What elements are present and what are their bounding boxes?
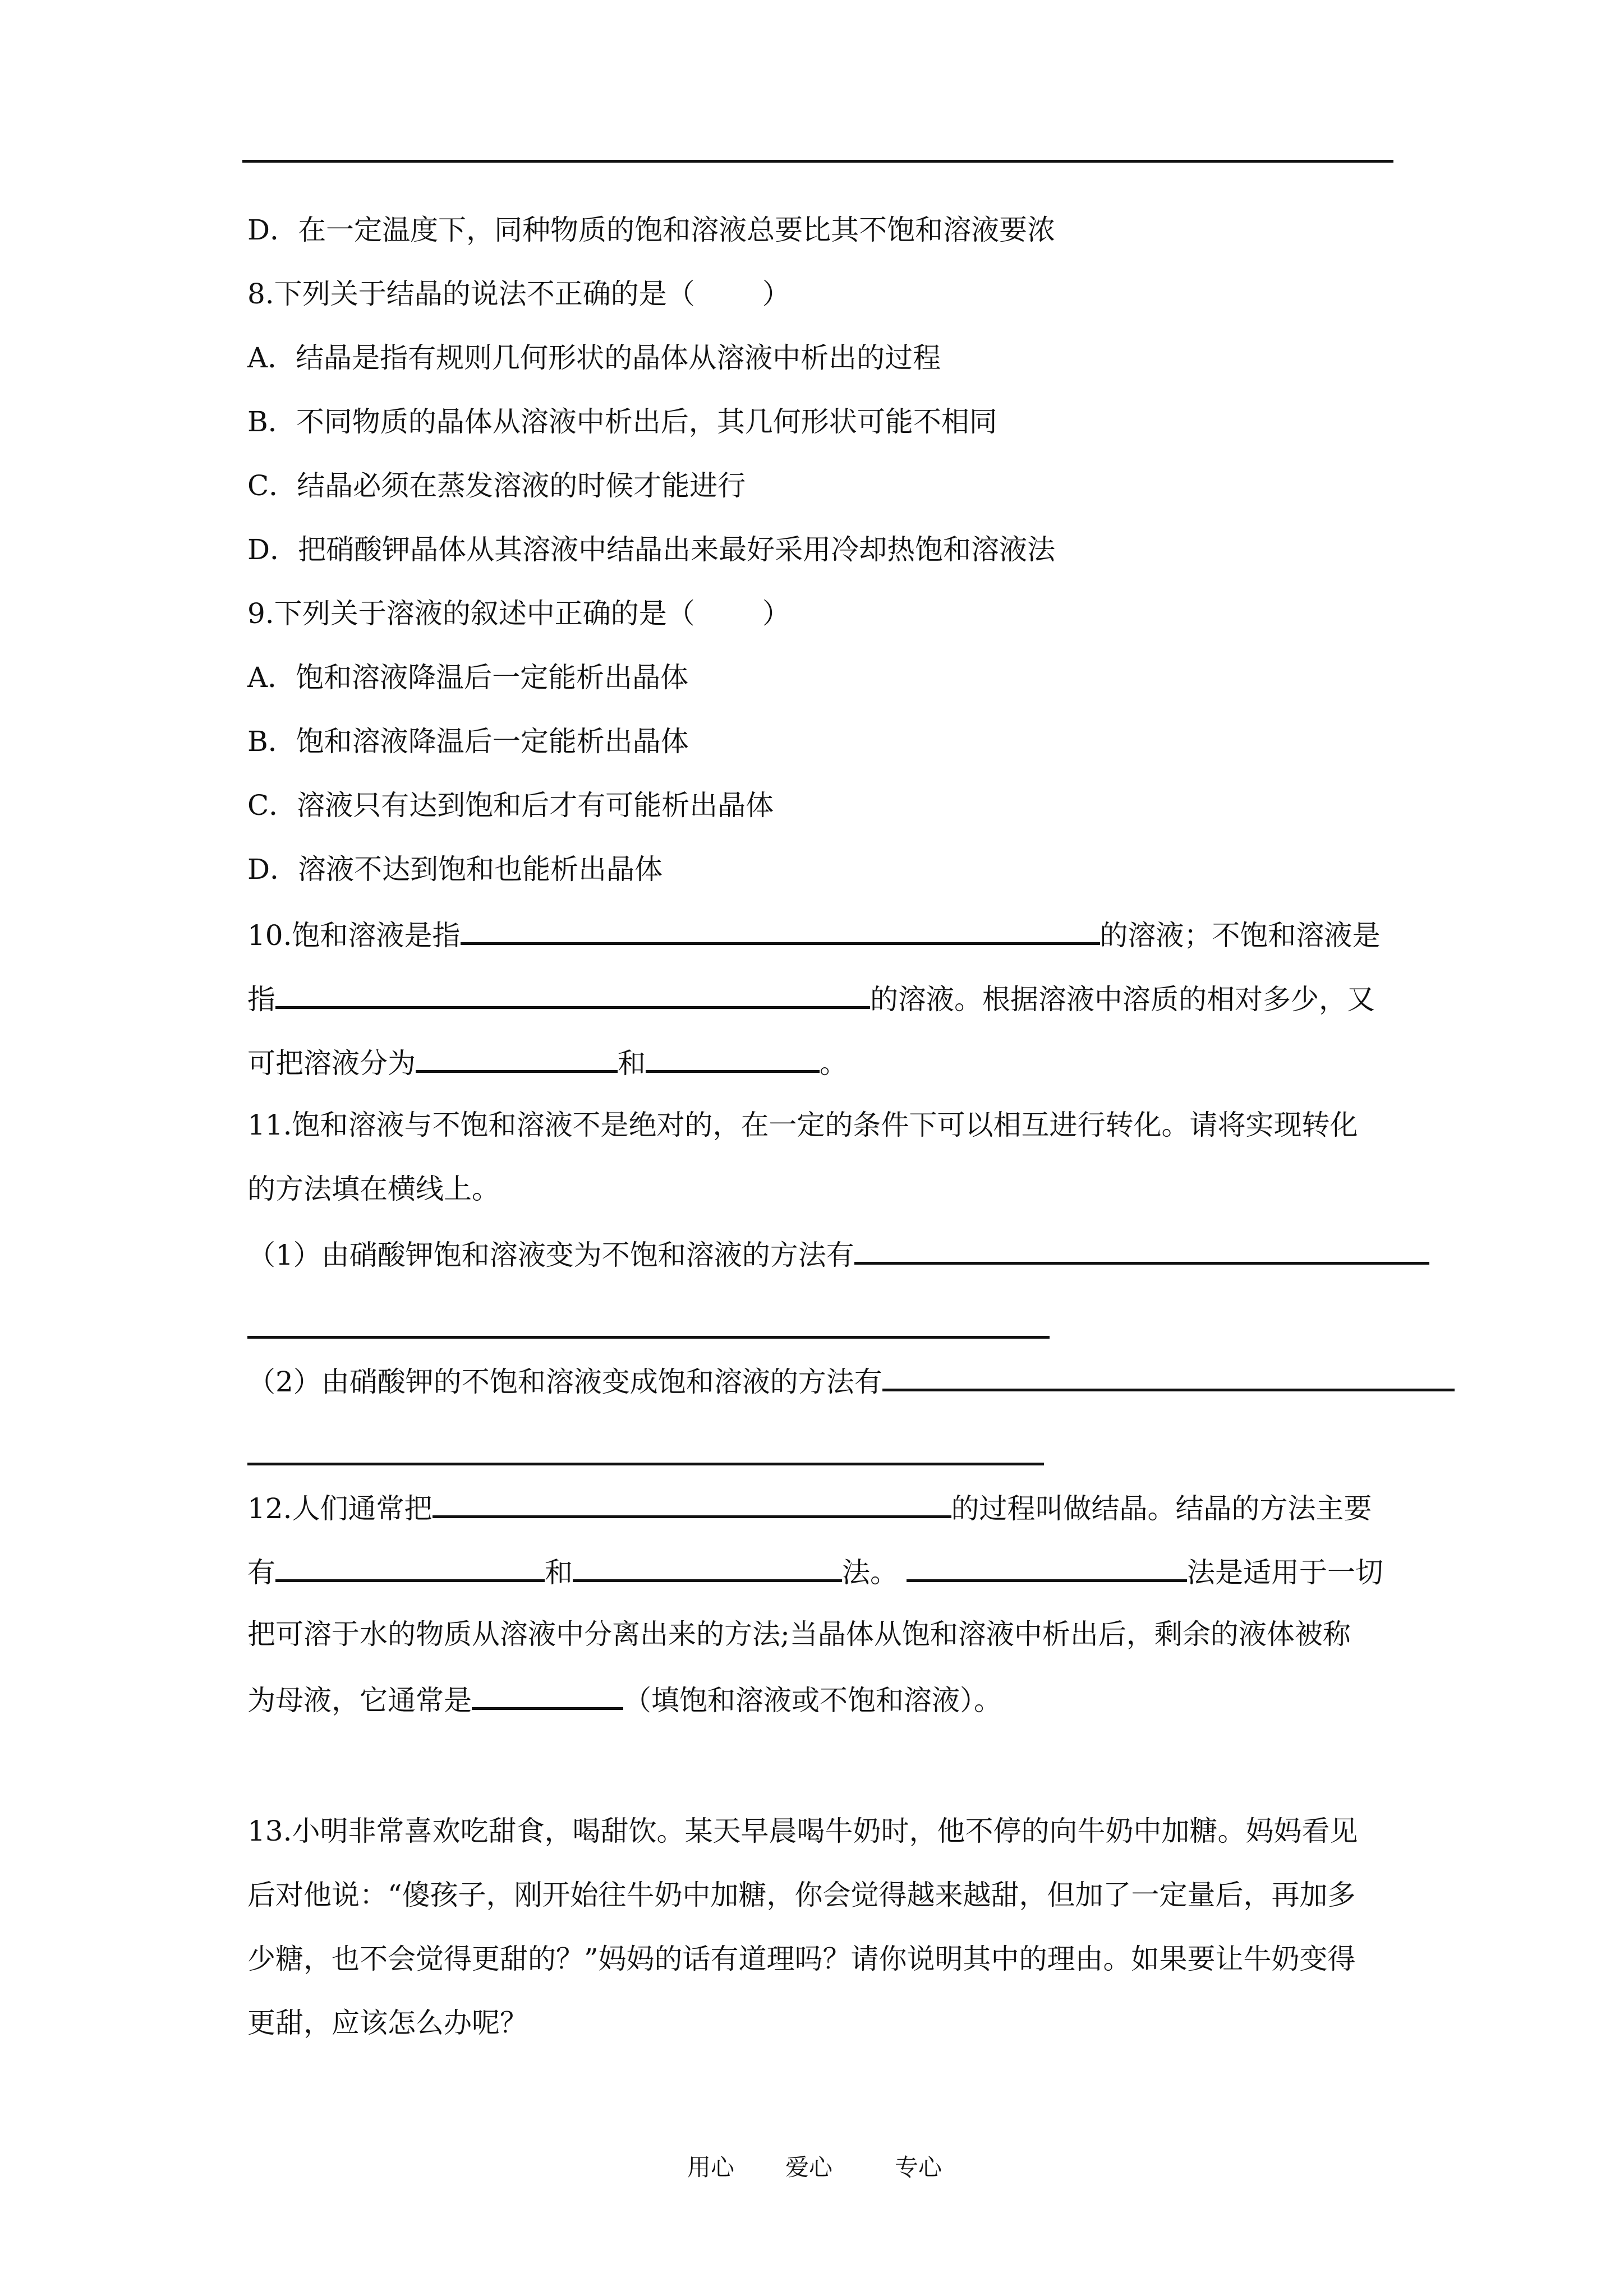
- q10-line-1: [247, 916, 1381, 952]
- q12-text-2d: 法是适用于一切: [1187, 1556, 1383, 1589]
- footer-text-2: 爱心: [785, 2154, 833, 2181]
- q13-line-2: 后对他说：“傻孩子，刚开始往牛奶中加糖，你会觉得越来越甜，但加了一定量后，再加多: [247, 1879, 1356, 1911]
- footer-text-3: 专心: [895, 2154, 942, 2181]
- q12-blank-4[interactable]: [907, 1553, 1187, 1582]
- q9-option-b: B．饱和溶液降温后一定能析出晶体: [247, 725, 689, 758]
- footer-text-1: 用心: [687, 2154, 735, 2181]
- q12-text-4a: 为母液，它通常是: [247, 1684, 472, 1717]
- q11-blank-1[interactable]: [854, 1236, 1429, 1265]
- q13-line-1: 13.小明非常喜欢吃甜食，喝甜饮。某天早晨喝牛奶时，他不停的向牛奶中加糖。妈妈看见: [247, 1815, 1358, 1847]
- q11-blank-2-cont[interactable]: [247, 1463, 1044, 1465]
- q12-blank-5[interactable]: [472, 1681, 623, 1710]
- q9-stem-close: ）: [762, 597, 790, 630]
- q10-text-3b: 和: [618, 1047, 646, 1080]
- q10-text-1a: 10.饱和溶液是指: [247, 919, 461, 952]
- q8-option-c: C．结晶必须在蒸发溶液的时候才能进行: [247, 469, 746, 502]
- q12-blank-1[interactable]: [433, 1490, 951, 1518]
- q11-blank-2[interactable]: [882, 1363, 1455, 1391]
- header-rule: [242, 160, 1393, 163]
- q12-text-2a: 有: [247, 1556, 275, 1589]
- q11-part-1-text: （1）由硝酸钾饱和溶液变为不饱和溶液的方法有: [247, 1239, 854, 1271]
- q10-text-3a: 可把溶液分为: [247, 1047, 416, 1080]
- q13-line-3: 少糖，也不会觉得更甜的？”妈妈的话有道理吗？请你说明其中的理由。如果要让牛奶变得: [247, 1943, 1356, 1975]
- q12-text-4b: （填饱和溶液或不饱和溶液）。: [623, 1684, 1002, 1717]
- q12-line-2: [247, 1553, 1383, 1589]
- q12-line-1: [247, 1490, 1372, 1525]
- q7-option-d: D．在一定温度下，同种物质的饱和溶液总要比其不饱和溶液要浓: [247, 214, 1056, 246]
- q12-text-1a: 12.人们通常把: [247, 1492, 433, 1525]
- q9-stem-text: 9.下列关于溶液的叙述中正确的是（: [247, 597, 695, 630]
- q10-blank-1[interactable]: [461, 916, 1100, 945]
- q11-line-2: 的方法填在横线上。: [247, 1173, 500, 1205]
- q9-option-c: C．溶液只有达到饱和后才有可能析出晶体: [247, 789, 774, 822]
- q11-line-1: 11.饱和溶液与不饱和溶液不是绝对的，在一定的条件下可以相互进行转化。请将实现转化: [247, 1109, 1358, 1141]
- q11-part-2-text: （2）由硝酸钾的不饱和溶液变成饱和溶液的方法有: [247, 1366, 882, 1398]
- q10-line-2: [247, 980, 1375, 1016]
- q10-blank-4[interactable]: [646, 1044, 820, 1073]
- q12-blank-3[interactable]: [573, 1553, 842, 1582]
- q8-stem-text: 8.下列关于结晶的说法不正确的是（: [247, 278, 695, 310]
- q11-part-2: [247, 1363, 1455, 1399]
- q12-text-1b: 的过程叫做结晶。结晶的方法主要: [951, 1492, 1372, 1525]
- q8-option-d: D．把硝酸钾晶体从其溶液中结晶出来最好采用冷却热饱和溶液法: [247, 533, 1056, 566]
- q9-option-d: D．溶液不达到饱和也能析出晶体: [247, 853, 663, 886]
- q10-line-3: [247, 1044, 848, 1080]
- q11-blank-1-cont[interactable]: [247, 1336, 1050, 1339]
- q10-text-3c: 。: [820, 1047, 848, 1080]
- q12-text-2c: 法。: [842, 1556, 898, 1589]
- q10-blank-3[interactable]: [416, 1044, 618, 1073]
- q8-stem: [247, 277, 790, 311]
- q12-line-3: 把可溶于水的物质从溶液中分离出来的方法;当晶体从饱和溶液中析出后，剩余的液体被称: [247, 1618, 1351, 1650]
- q8-option-b: B．不同物质的晶体从溶液中析出后，其几何形状可能不相同: [247, 405, 997, 438]
- q10-text-2a: 指: [247, 983, 275, 1016]
- q8-stem-close: ）: [762, 278, 790, 310]
- q10-blank-2[interactable]: [275, 980, 870, 1009]
- q9-option-a: A．饱和溶液降温后一定能析出晶体: [247, 661, 689, 694]
- q12-blank-2[interactable]: [275, 1553, 545, 1582]
- q9-stem: [247, 597, 790, 630]
- q10-text-2b: 的溶液。根据溶液中溶质的相对多少，又: [870, 983, 1375, 1016]
- q13-line-4: 更甜，应该怎么办呢？: [247, 2007, 528, 2039]
- q12-line-4: [247, 1681, 1002, 1717]
- q8-option-a: A．结晶是指有规则几何形状的晶体从溶液中析出的过程: [247, 342, 941, 374]
- q12-text-2b: 和: [545, 1556, 573, 1589]
- q10-text-1b: 的溶液；不饱和溶液是: [1099, 919, 1381, 952]
- q11-part-1: [247, 1236, 1429, 1272]
